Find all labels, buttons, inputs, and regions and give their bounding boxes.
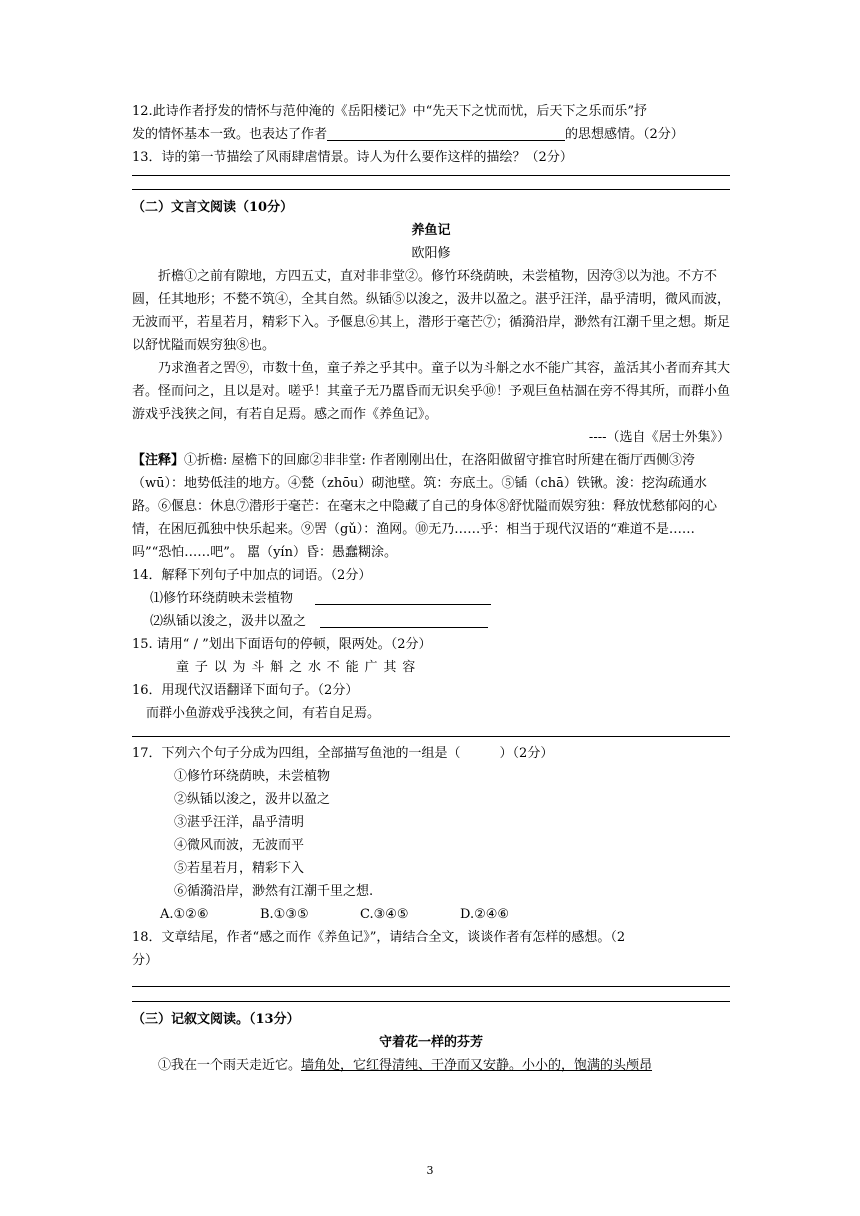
section3-para1-underlined: 墙角处，它红得清纯、干净而又安静。小小的，饱满的头颅昂 <box>301 1058 653 1073</box>
answer-line[interactable] <box>132 1001 730 1002</box>
q16-question: 16．用现代汉语翻译下面句子。（2分） <box>132 683 359 698</box>
section2-title: 养鱼记 <box>411 223 451 238</box>
q14-item2 <box>132 610 730 633</box>
section2-source: ----（选自《居士外集》） <box>588 430 730 445</box>
q18-line2: 分） <box>132 953 159 968</box>
q17-item: ②纵锸以浚之，汲井以盈之 <box>174 792 331 807</box>
notes-label: 【注释】 <box>132 453 185 468</box>
q14-item1-blank[interactable] <box>315 590 491 605</box>
q12-line2-pre: 发的情怀基本一致。也表达了作者 <box>132 127 328 142</box>
section3-para1 <box>132 1054 730 1077</box>
section2-notes <box>132 449 730 564</box>
section3-title: 守着花一样的芬芳 <box>378 1035 483 1050</box>
q12-line1: 12.此诗作者抒发的情怀与范仲淹的《岳阳楼记》中“先天下之忧而忧，后天下之乐而乐”抒 <box>132 104 647 119</box>
answer-line[interactable] <box>132 736 730 737</box>
q16-sentence: 而群小鱼游戏乎浅狭之间，有若自足焉。 <box>146 706 381 721</box>
section2-para2: 乃求渔者之罟⑨，市数十鱼，童子养之乎其中。童子以为斗斛之水不能广其容，盖活其小者而弃其大者。怪而问之，且以是对。嗟乎！其童子无乃嚚昏而无识矣乎⑩！予观巨鱼枯涸在旁不得其所，而群小鱼游戏乎浅狭之间，有若自足焉。感之而作《养鱼记》。 <box>132 361 731 422</box>
q17-option-a[interactable]: A.①②⑥ <box>160 907 209 922</box>
q14-item1 <box>132 587 730 610</box>
q17-option-b[interactable]: B.①③⑤ <box>260 907 309 922</box>
q17-question: 17．下列六个句子分成为四组，全部描写鱼池的一组是（ ）（2分） <box>132 746 554 761</box>
notes-text: ①折檐: 屋檐下的回廊②非非堂: 作者刚刚出仕，在洛阳做留守推官时所建在衙厅西侧③洿（wū）：地势低洼的地方。④甃（zhōu）砌池壁。筑：夯底土。⑤锸（chā）铁锹。浚：挖沟疏通水路。⑥偃息：休息⑦潜形于毫芒：在毫末之中隐藏了自己的身体⑧舒忧隘而娱穷独：释放忧愁郁闷的心情，在困厄孤独中快乐起来。⑨罟（gǔ）：渔网。⑩无乃……乎：相当于现代汉语的“难道不是……吗”“恐怕……吧”。 嚚（yín）昏：愚蠢糊涂。 <box>132 453 718 560</box>
q14-item1-text: ⑴修竹环绕荫映未尝植物 <box>150 591 294 606</box>
q17-option-c[interactable]: C.③④⑤ <box>360 907 409 922</box>
section2-author: 欧阳修 <box>411 246 451 261</box>
answer-line[interactable] <box>132 986 730 987</box>
q18-line1: 18．文章结尾，作者“感之而作《养鱼记》”，请结合全文，谈谈作者有怎样的感想。（2 <box>132 930 626 945</box>
q17-option-d[interactable]: D.②④⑥ <box>460 907 510 922</box>
section3-para1-pre: ①我在一个雨天走近它。 <box>158 1058 302 1073</box>
q12-line2-post: 的思想感情。（2分） <box>565 127 684 142</box>
q17-item: ③湛乎汪洋，晶乎清明 <box>174 815 305 830</box>
section3-heading: （三）记叙文阅读。（13分） <box>132 1012 300 1027</box>
q12-line2 <box>132 123 730 146</box>
q13-question: 13．诗的第一节描绘了风雨肆虐情景。诗人为什么要作这样的描绘？（2分） <box>132 150 573 165</box>
q14-item2-blank[interactable] <box>320 613 488 628</box>
section2-heading: （二）文言文阅读（10分） <box>132 200 294 215</box>
q17-item: ④微风而波，无波而平 <box>174 838 305 853</box>
q15-question: 15. 请用“ / ”划出下面语句的停顿，限两处。（2分） <box>132 637 432 652</box>
section2-para1: 折檐①之前有隙地，方四五丈，直对非非堂②。修竹环绕荫映，未尝植物，因洿③以为池。不方不圆，任其地形；不甃不筑④，全其自然。纵锸⑤以浚之，汲井以盈之。湛乎汪洋，晶乎清明，微风而波，无波而平，若星若月，精彩下入。予偃息⑥其上，潜形于毫芒⑦；循漪沿岸，渺然有江潮千里之想。斯足以舒忧隘而娱穷独⑧也。 <box>132 269 731 353</box>
answer-line[interactable] <box>132 175 730 176</box>
q17-item: ①修竹环绕荫映，未尝植物 <box>174 769 331 784</box>
q14-question: 14．解释下列句子中加点的词语。（2分） <box>132 568 372 583</box>
q17-item: ⑥循漪沿岸，渺然有江潮千里之想. <box>174 884 374 899</box>
q15-sentence: 童子以为斗斛之水不能广其容 <box>176 660 422 675</box>
q12-answer-blank[interactable] <box>327 126 565 141</box>
exam-page <box>132 100 730 1077</box>
q17-options <box>132 903 730 926</box>
q17-item: ⑤若星若月，精彩下入 <box>174 861 305 876</box>
q14-item2-text: ⑵纵锸以浚之，汲井以盈之 <box>150 614 307 629</box>
answer-line[interactable] <box>132 189 730 190</box>
page-number: 3 <box>426 1164 434 1177</box>
